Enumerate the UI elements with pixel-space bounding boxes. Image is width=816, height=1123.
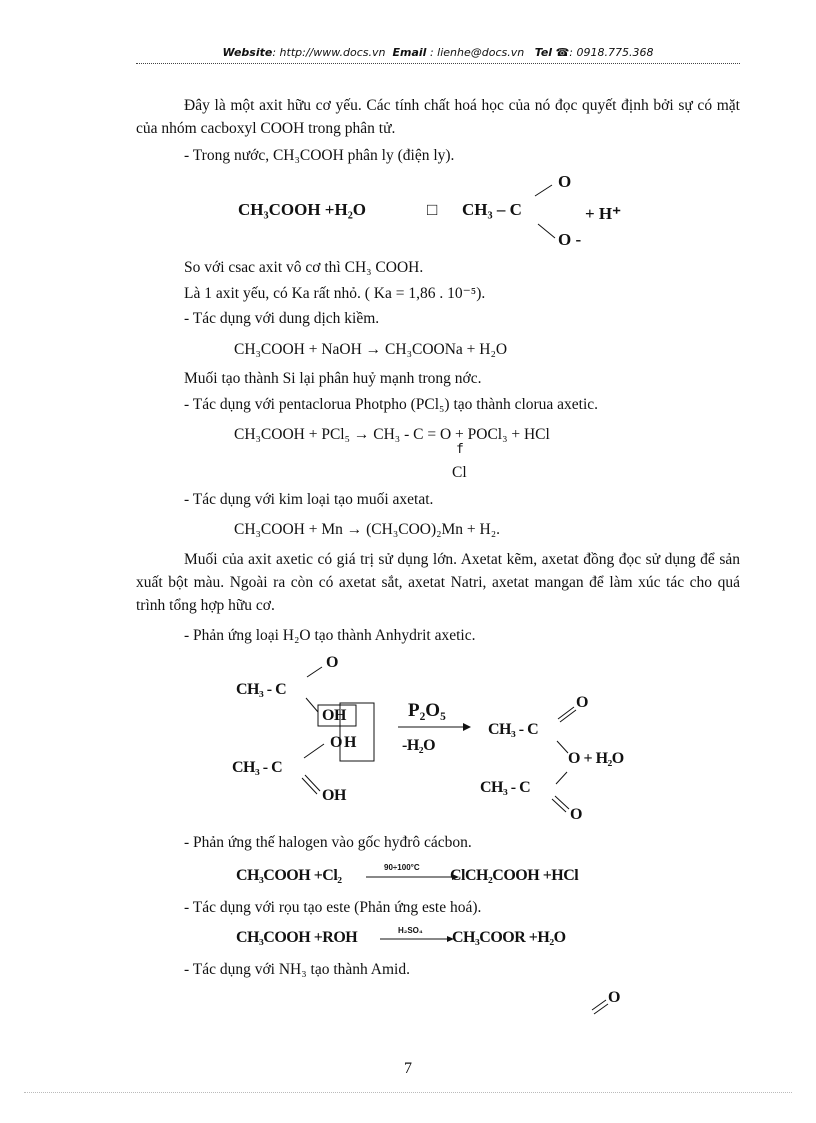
acetate-paragraph: Muối của axit axetic có giá trị sử dụng lớn. Axetat kẽm, axetat đồng đọc sử dụng để sản xuất bột màu. Ngoài ra còn có axetat sắt, axetat Natri, axetat mangan để làm xúc tác cho quá trình tổng hợp hữu cơ. xyxy=(136,551,740,614)
eq1-o-bottom: O - xyxy=(558,230,582,249)
amide-text: - Tác dụng với NH₃ tạo thành Amid. xyxy=(184,961,410,978)
eq-mn: CH₃COOH + Mn → (CH₃COO)₂Mn + H₂. xyxy=(234,521,501,538)
email-label: Email xyxy=(392,46,427,59)
page-number: 7 xyxy=(404,1060,412,1077)
eq1-right: CH₃ – C xyxy=(462,200,522,219)
tel-label: Tel xyxy=(534,46,553,59)
eq1-box-glyph: □ xyxy=(427,200,438,219)
pcl5-text: - Tác dụng với pentaclorua Photpho (PCl₅) tạo thành clorua axetic. xyxy=(184,396,599,413)
anh-prod-ch3c-2: CH₃ - C xyxy=(480,779,531,796)
anh-minus-h2o: -H₂O xyxy=(402,737,436,754)
anh-prod-o-top: O xyxy=(576,694,588,711)
halogen-text: - Phản ứng thế halogen vào gốc hyđrô cácbon. xyxy=(184,834,472,851)
amide-o: O xyxy=(608,989,620,1006)
bottom-divider xyxy=(24,1092,792,1093)
website-label: Website xyxy=(222,46,273,59)
anh-h-box: H xyxy=(344,734,356,751)
alkali-text: - Tác dụng với dung dịch kiềm. xyxy=(184,310,380,327)
eq-pcl5-cl: Cl xyxy=(452,464,467,481)
eq-cl2-condition: 90÷100°C xyxy=(384,863,420,872)
anh-prod-ch3c-1: CH₃ - C xyxy=(488,721,539,738)
eq-ester-condition: H₂SO₄ xyxy=(398,926,423,935)
website-value: : http://www.docs.vn xyxy=(272,46,386,59)
metal-text: - Tác dụng với kim loại tạo muối axetat. xyxy=(184,491,434,508)
anh-prod-o-bottom: O xyxy=(570,806,582,823)
anh-reagent: P₂O₅ xyxy=(408,700,446,721)
eq-cl2-right: ClCH₂COOH +HCl xyxy=(450,867,579,884)
anhydride-text: - Phản ứng loại H₂O tạo thành Anhydrit axetic. xyxy=(184,627,476,644)
anh-prod-o-h2o: O + H₂O xyxy=(568,750,624,767)
anh-o-top: O xyxy=(326,654,338,671)
ka-text: Là 1 axit yếu, có Ka rất nhỏ. ( Ka = 1,86 . 10⁻⁵). xyxy=(184,285,486,302)
tel-value: : 0918.775.368 xyxy=(569,46,654,59)
eq-naoh: CH₃COOH + NaOH → CH₃COONa + H₂O xyxy=(234,341,508,358)
so-voi-text: So với csac axit vô cơ thì CH₃ COOH. xyxy=(184,259,424,276)
eq1-h-plus: + H⁺ xyxy=(585,204,622,223)
eq-pcl5: CH₃COOH + PCl₅ → CH₃ - C = O + POCl₃ + HCl xyxy=(234,426,550,443)
eq1-left: CH₃COOH +H₂O xyxy=(238,200,367,219)
eq-cl2-left: CH₃COOH +Cl₂ xyxy=(236,867,342,884)
water-dissociation-text: - Trong nước, CH₃COOH phân ly (điện ly). xyxy=(184,147,455,164)
eq-ester-right: CH₃COOR +H₂O xyxy=(452,929,566,946)
anh-ch3c-2: CH₃ - C xyxy=(232,759,283,776)
salt-text: Muối tạo thành Si lại phân huỷ mạnh trong nớc. xyxy=(184,370,482,387)
intro-paragraph: Đây là một axit hữu cơ yếu. Các tính chất hoá học của nó đọc quyết định bởi sự có mặt của nhóm cacboxyl COOH trong phân tử. xyxy=(136,97,740,137)
phone-icon: ☎ xyxy=(555,46,570,59)
anh-oh-box: OH xyxy=(322,707,346,724)
anh-o-mid: O xyxy=(330,734,342,751)
email-value: : lienhe@docs.vn xyxy=(429,46,525,59)
anh-ch3c-1: CH₃ - C xyxy=(236,681,287,698)
eq-ester-left: CH₃COOH +ROH xyxy=(236,929,358,946)
eq1-o-top: O xyxy=(558,172,572,191)
ester-text: - Tác dụng với rọu tạo este (Phản ứng este hoá). xyxy=(184,899,482,916)
anh-oh-bottom: OH xyxy=(322,787,346,804)
eq-pcl5-bond-glyph: f xyxy=(456,442,464,457)
